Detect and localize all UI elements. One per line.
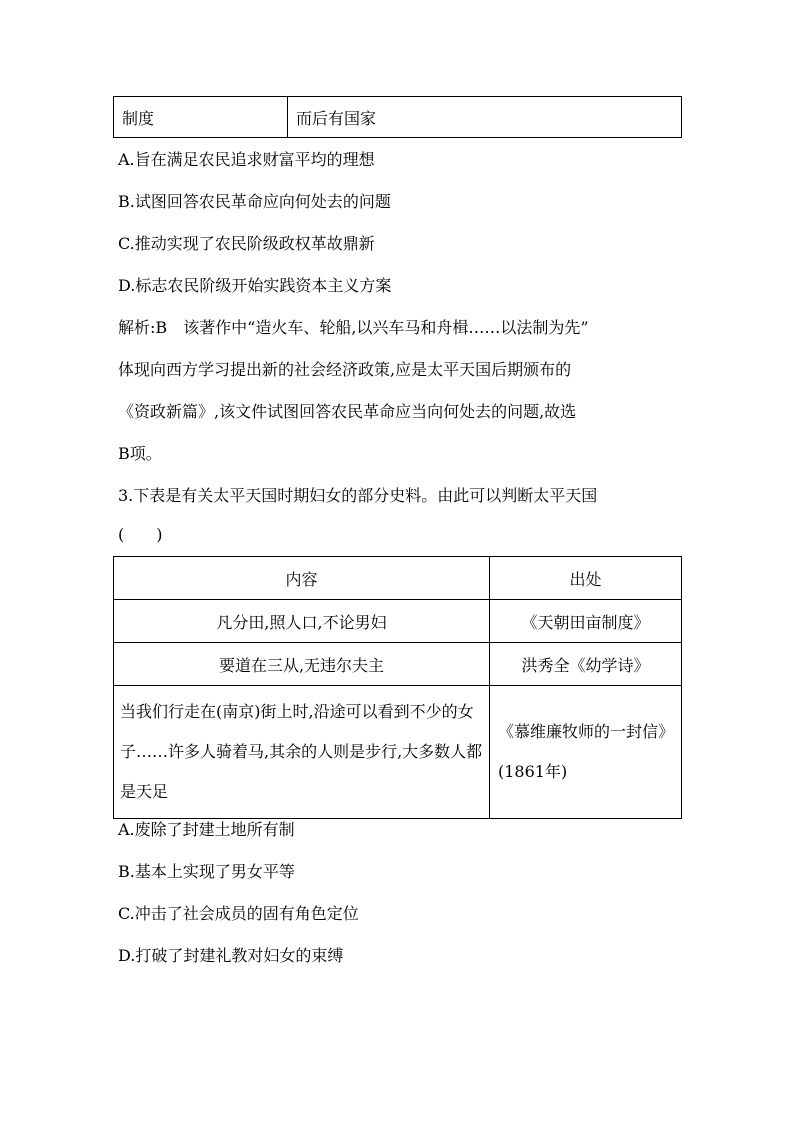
table-cell: 制度 (114, 97, 288, 138)
table-cell: 《慕维廉牧师的一封信》(1861年) (490, 686, 682, 819)
q3-option-a: A.废除了封建土地所有制 (118, 820, 295, 839)
table-cell: 洪秀全《幼学诗》 (490, 643, 682, 686)
column-header-content: 内容 (114, 557, 490, 600)
table-header-row (114, 557, 682, 600)
table-row (114, 643, 682, 686)
q2-option-d: D.标志农民阶级开始实践资本主义方案 (118, 276, 392, 295)
table-row (114, 97, 682, 138)
source-table (113, 556, 682, 819)
analysis-line-1: 解析:B 该著作中“造火车、轮船,以兴车马和舟楫……以法制为先” (118, 318, 589, 337)
table-cell: 当我们行走在(南京)街上时,沿途可以看到不少的女子……许多人骑着马,其余的人则是步行,大多数人都是天足 (114, 686, 490, 819)
analysis-line-3: 《资政新篇》,该文件试图回答农民革命应当向何处去的问题,故选 (118, 402, 577, 421)
table-cell: 凡分田,照人口,不论男妇 (114, 600, 490, 643)
table-row (114, 686, 682, 819)
q3-option-c: C.冲击了社会成员的固有角色定位 (118, 904, 359, 923)
q2-option-b: B.试图回答农民革命应向何处去的问题 (118, 192, 391, 211)
q2-option-c: C.推动实现了农民阶级政权革故鼎新 (118, 234, 375, 253)
column-header-source: 出处 (490, 557, 682, 600)
table-row (114, 600, 682, 643)
table-cell: 《天朝田亩制度》 (490, 600, 682, 643)
analysis-line-2: 体现向西方学习提出新的社会经济政策,应是太平天国后期颁布的 (118, 360, 572, 379)
table-cell: 要道在三从,无违尔夫主 (114, 643, 490, 686)
analysis-line-4: B项。 (118, 444, 162, 463)
q3-stem: 3.下表是有关太平天国时期妇女的部分史料。由此可以判断太平天国 (118, 486, 598, 505)
q3-answer-blank: ( ) (118, 525, 163, 544)
table-cell: 而后有国家 (288, 97, 682, 138)
q3-option-b: B.基本上实现了男女平等 (118, 862, 295, 881)
continuation-table (113, 96, 682, 138)
q3-option-d: D.打破了封建礼教对妇女的束缚 (118, 946, 344, 965)
q2-option-a: A.旨在满足农民追求财富平均的理想 (118, 150, 375, 169)
